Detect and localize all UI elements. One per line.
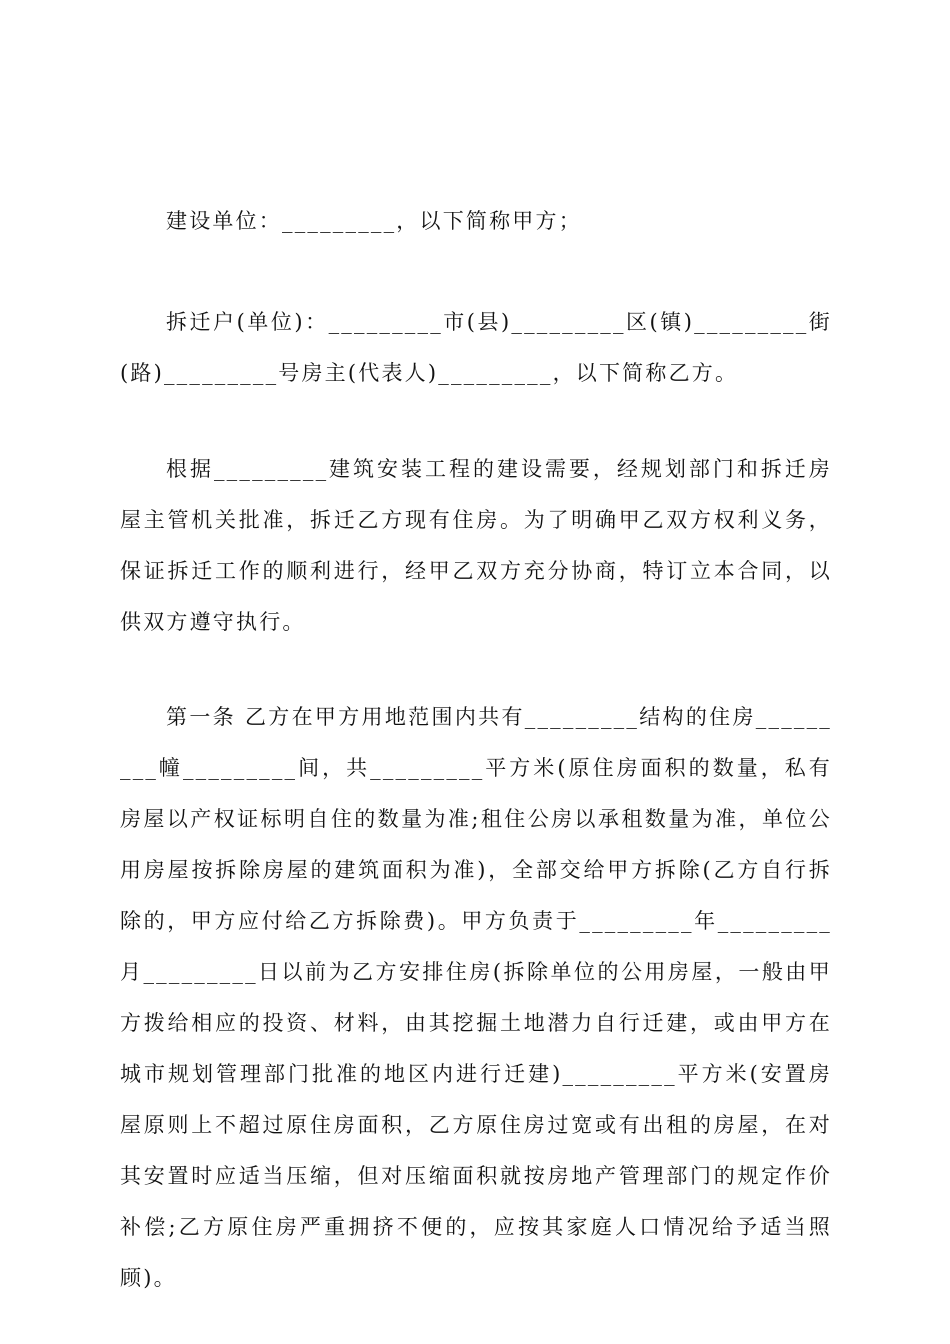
article-one-paragraph: 第一条 乙方在甲方用地范围内共有_________结构的住房_________幢_________间，共_________平方米(原住房面积的数量，私有房屋以产权证标明自住的数量为准;租住公房以承租数量为准，单位公用房屋按拆除房屋的建筑面积为准)，全部交给甲方拆除(乙方自行拆除的，甲方应付给乙方拆除费)。甲方负责于_________年_________月_________日以前为乙方安排住房(拆除单位的公用房屋，一般由甲方拨给相应的投资、材料，由其挖掘土地潜力自行迁建，或由甲方在城市规划管理部门批准的地区内进行迁建)_________平方米(安置房屋原则上不超过原住房面积，乙方原住房过宽或有出租的房屋，在对其安置时应适当压缩，但对压缩面积就按房地产管理部门的规定作价补偿;乙方原住房严重拥挤不便的，应按其家庭人口情况给予适当照顾)。 <box>120 705 832 1290</box>
preamble-paragraph: 根据_________建筑安装工程的建设需要，经规划部门和拆迁房屋主管机关批准，拆迁乙方现有住房。为了明确甲乙双方权利义务，保证拆迁工作的顺利进行，经甲乙双方充分协商，特订立本合同，以供双方遵守执行。 <box>120 457 832 634</box>
party-b-paragraph: 拆迁户(单位)：_________市(县)_________区(镇)_________街(路)_________号房主(代表人)_________，以下简称乙方。 <box>120 310 832 385</box>
party-a-paragraph: 建设单位：_________，以下简称甲方； <box>166 209 582 233</box>
